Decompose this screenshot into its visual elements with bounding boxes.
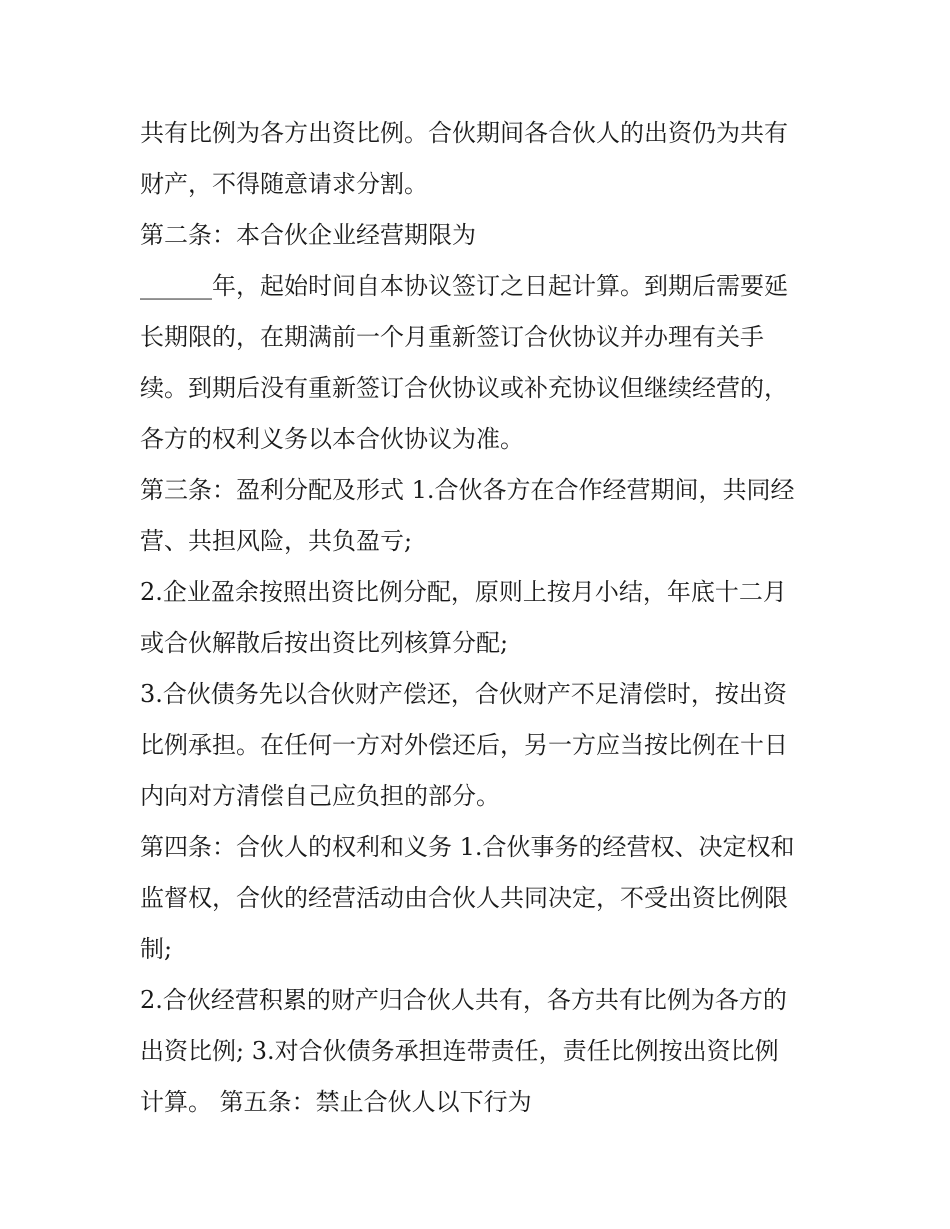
text-line: 或合伙解散后按出资比列核算分配; [140, 629, 509, 657]
text-line: 内向对方清偿自己应负担的部分。 [140, 782, 500, 810]
text-line: 共有比例为各方出资比例。合伙期间各合伙人的出资仍为共有 [140, 119, 788, 147]
text-line: 制; [140, 935, 173, 963]
text-line: 长期限的，在期满前一个月重新签订合伙协议并办理有关手 [140, 323, 764, 351]
text-line: 财产，不得随意请求分割。 [140, 170, 428, 198]
article-4-heading: 第四条：合伙人的权利和义务 1.合伙事务的经营权、决定权和 [140, 833, 795, 861]
text-line: 各方的权利义务以本合伙协议为准。 [140, 425, 524, 453]
text-line: 计算。 第五条：禁止合伙人以下行为 [140, 1088, 532, 1116]
text-line: 营、共担风险，共负盈亏; [140, 527, 413, 555]
document-body [140, 108, 820, 1128]
text-line: 监督权，合伙的经营活动由合伙人共同决定，不受出资比例限 [140, 884, 788, 912]
text-line: 2.企业盈余按照出资比例分配，原则上按月小结，年底十二月 [140, 578, 787, 606]
article-2-heading: 第二条：本合伙企业经营期限为 [140, 221, 476, 249]
text-line: 2.合伙经营积累的财产归合伙人共有，各方共有比例为各方的 [140, 986, 787, 1014]
text-line: 3.合伙债务先以合伙财产偿还，合伙财产不足清偿时，按出资 [140, 680, 787, 708]
text-line: ______年，起始时间自本协议签订之日起计算。到期后需要延 [140, 272, 788, 300]
article-3-heading: 第三条：盈利分配及形式 1.合伙各方在合作经营期间，共同经 [140, 476, 795, 504]
text-line: 比例承担。在任何一方对外偿还后，另一方应当按比例在十日 [140, 731, 788, 759]
text-line: 出资比例; 3.对合伙债务承担连带责任，责任比例按出资比例 [140, 1037, 779, 1065]
text-line: 续。到期后没有重新签订合伙协议或补充协议但继续经营的， [140, 374, 788, 402]
